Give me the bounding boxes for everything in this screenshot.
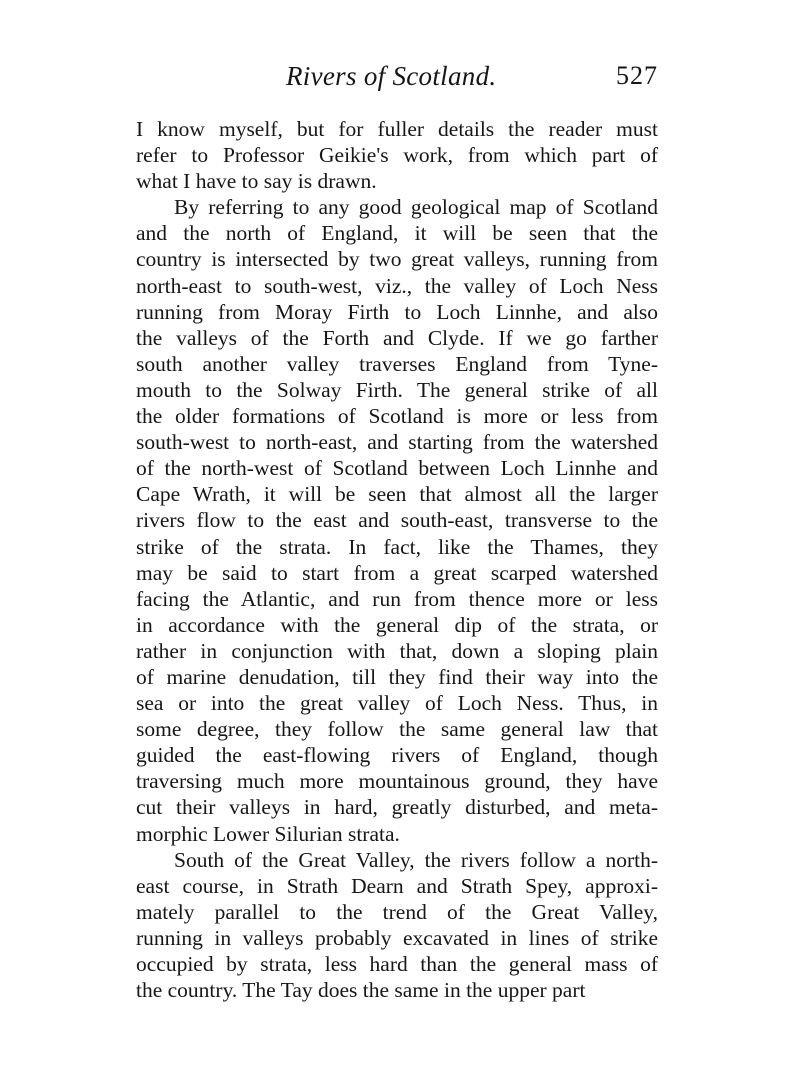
text-line: I know myself, but for fuller details the reader must xyxy=(136,117,658,141)
text-line: north-east to south-west, viz., the valley of Loch Ness xyxy=(136,273,658,298)
text-line: running from Moray Firth to Loch Linnhe, and also xyxy=(136,299,658,324)
body-text xyxy=(136,116,658,1003)
text-line: refer to Professor Geikie's work, from which part of xyxy=(136,143,658,168)
text-line: Cape Wrath, it will be seen that almost all the larger xyxy=(136,482,658,507)
text-line: occupied by strata, less hard than the general mass of xyxy=(136,952,658,976)
text-line: cut their valleys in hard, greatly disturbed, and meta- xyxy=(136,795,658,820)
text-line: east course, in Strath Dearn and Strath Spey, approxi- xyxy=(136,873,658,898)
text-line: the country. The Tay does the same in the upper part xyxy=(136,978,586,1003)
text-line: South of the Great Valley, the rivers follow a north- xyxy=(174,847,658,872)
text-line: strike of the strata. In fact, like the Thames, they xyxy=(136,534,658,559)
text-line: the older formations of Scotland is more or less from xyxy=(136,404,658,429)
text-line: what I have to say is drawn. xyxy=(136,169,377,194)
text-line: mouth to the Solway Firth. The general strike of all xyxy=(136,377,658,402)
text-line: rather in conjunction with that, down a sloping plain xyxy=(136,638,658,663)
text-line: morphic Lower Silurian strata. xyxy=(136,821,400,846)
text-line: mately parallel to the trend of the Great Valley, xyxy=(136,899,658,924)
text-line: in accordance with the general dip of the strata, or xyxy=(136,612,658,637)
text-line: some degree, they follow the same general law that xyxy=(136,717,658,742)
text-line: country is intersected by two great valleys, running from xyxy=(136,247,658,272)
text-line: and the north of England, it will be seen that the xyxy=(136,221,658,246)
running-title: Rivers of Scotland. xyxy=(286,61,497,91)
paragraph xyxy=(136,847,658,1004)
text-line: guided the east-flowing rivers of England, though xyxy=(136,743,658,768)
paragraph xyxy=(136,194,658,846)
running-head xyxy=(136,58,658,98)
page-number: 527 xyxy=(616,61,658,90)
text-line: facing the Atlantic, and run from thence more or less xyxy=(136,586,658,611)
text-line: the valleys of the Forth and Clyde. If we go farther xyxy=(136,325,658,350)
text-line: running in valleys probably excavated in lines of strike xyxy=(136,925,658,950)
text-line: rivers flow to the east and south-east, transverse to the xyxy=(136,508,658,533)
text-line: of the north-west of Scotland between Loch Linnhe and xyxy=(136,456,658,481)
text-line: sea or into the great valley of Loch Ness. Thus, in xyxy=(136,691,658,716)
text-line: south another valley traverses England from Tyne- xyxy=(136,351,658,376)
text-line: traversing much more mountainous ground, they have xyxy=(136,769,658,794)
text-line: By referring to any good geological map of Scotland xyxy=(174,195,658,220)
text-line: of marine denudation, till they find their way into the xyxy=(136,664,658,689)
text-line: may be said to start from a great scarped watershed xyxy=(136,560,658,585)
text-line: south-west to north-east, and starting from the watershed xyxy=(136,430,658,455)
paragraph xyxy=(136,116,658,194)
